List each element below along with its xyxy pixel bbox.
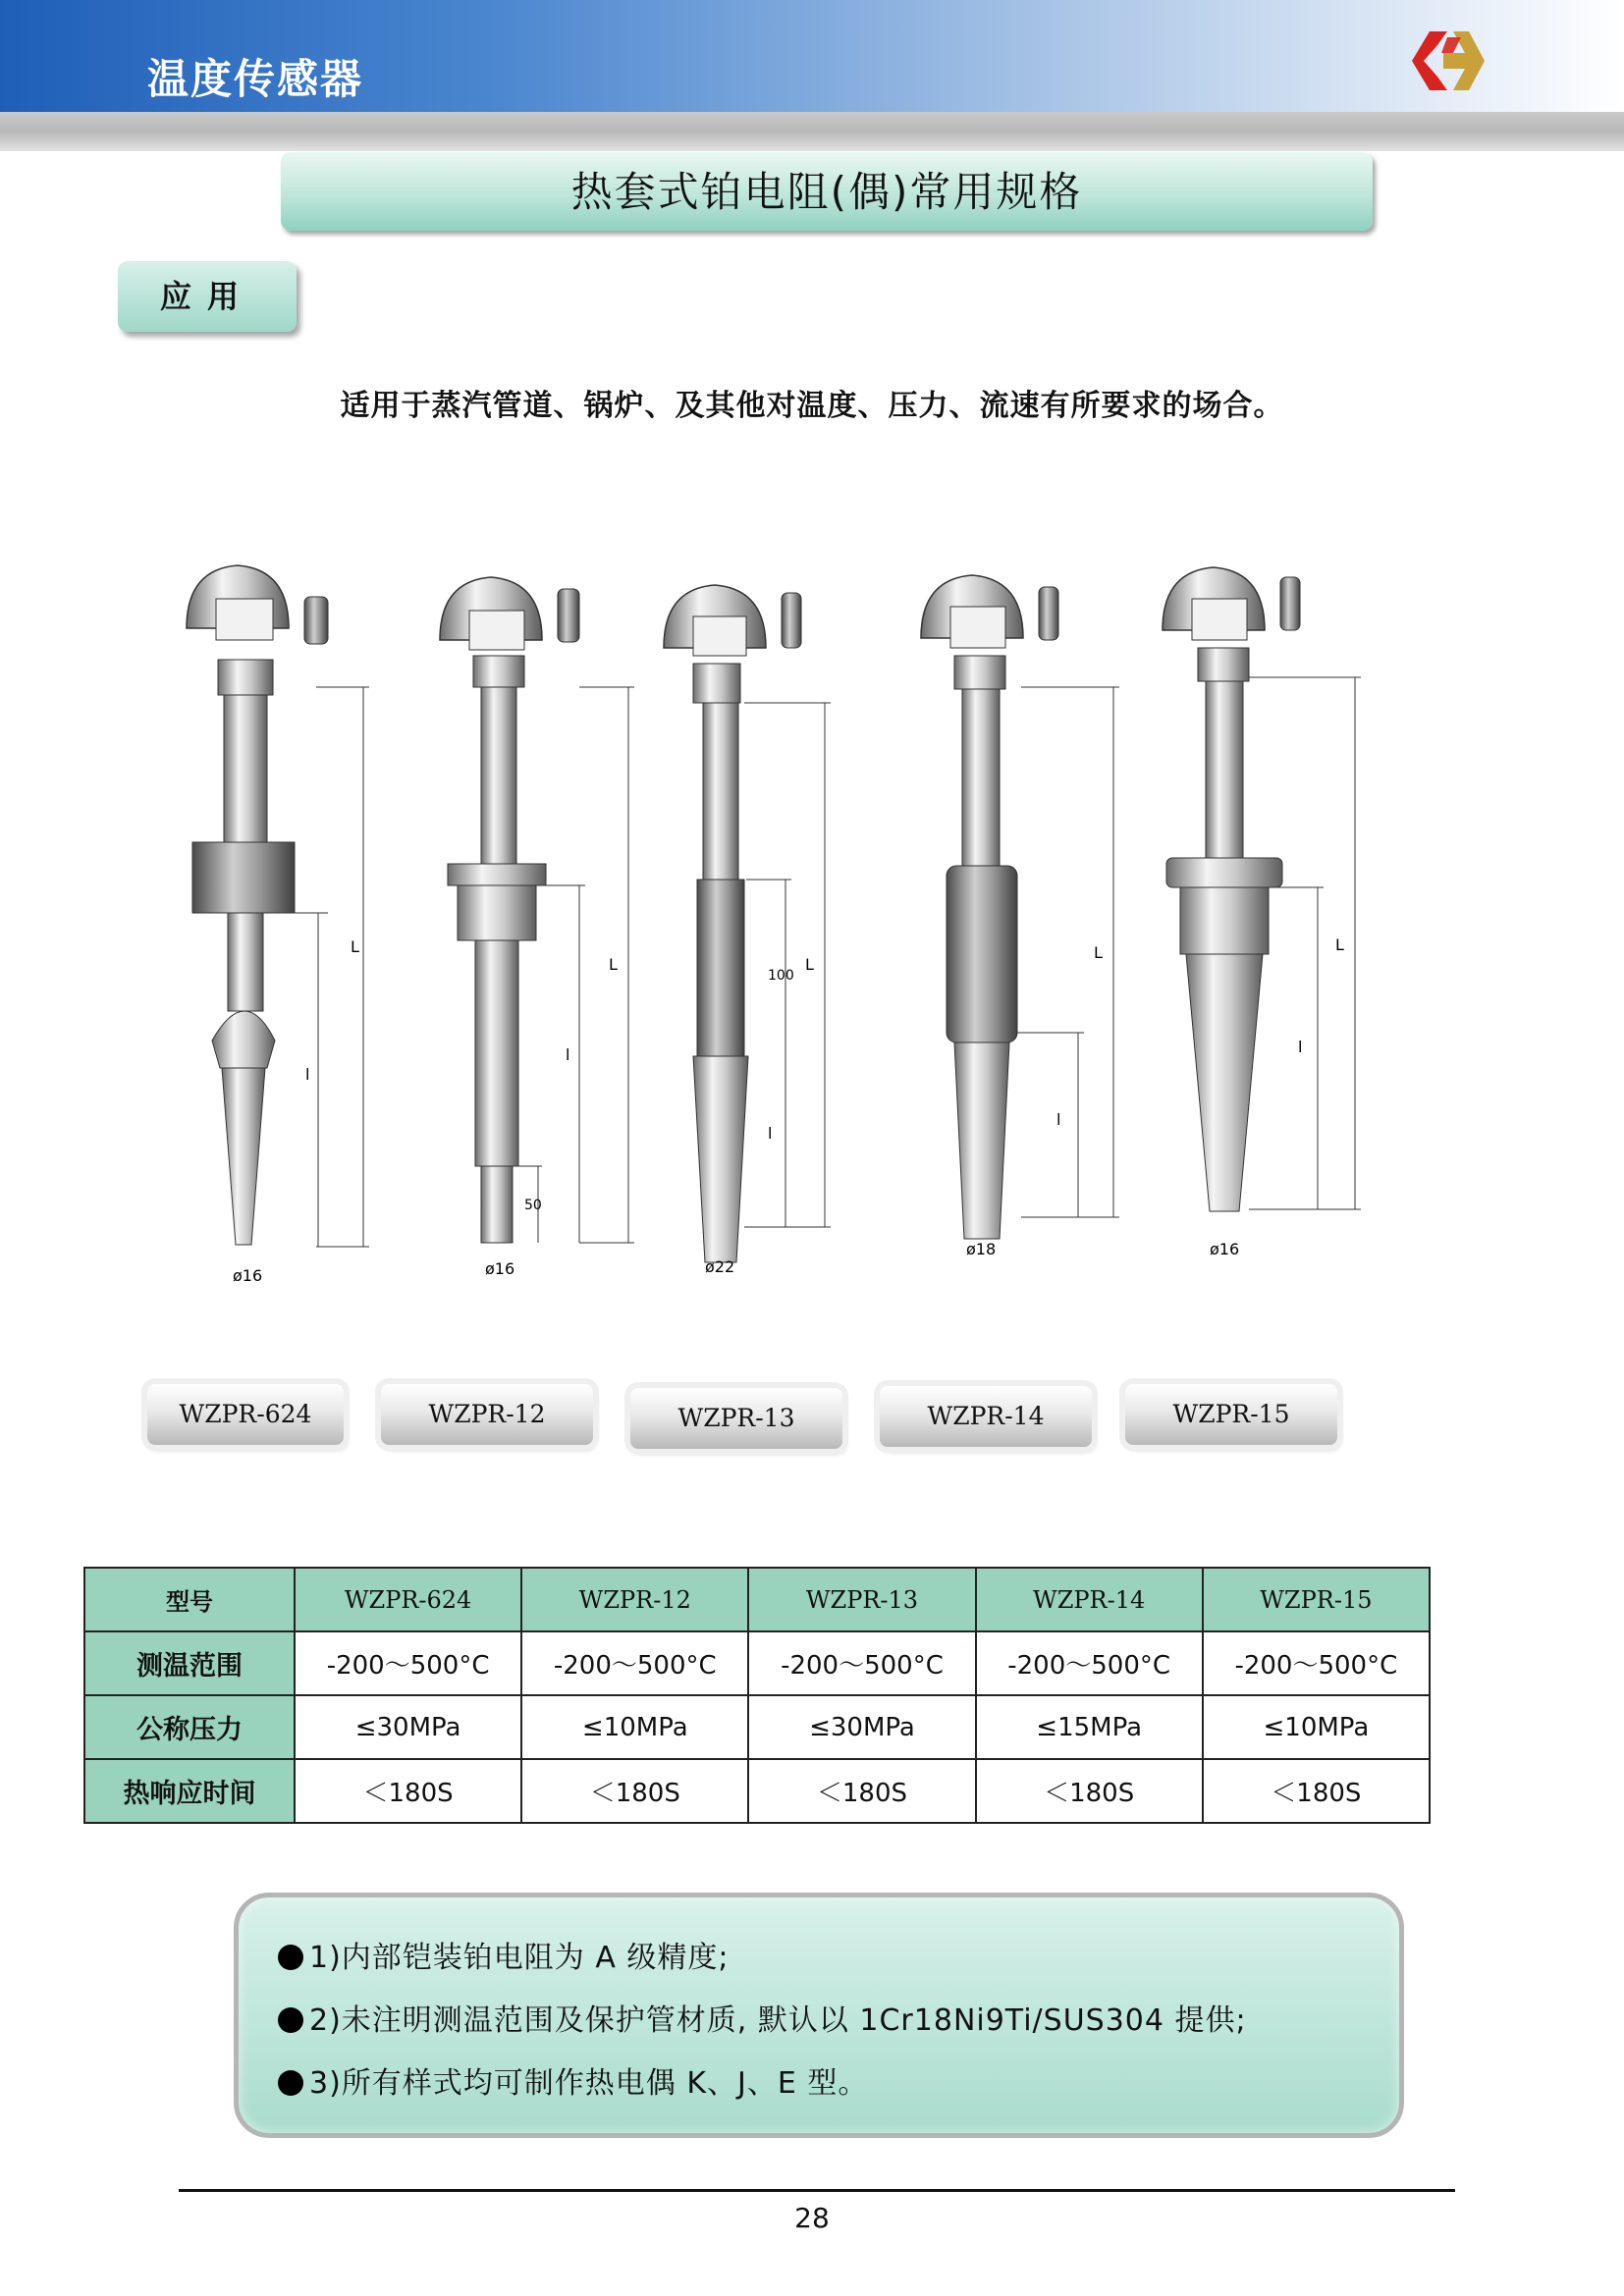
column-header: WZPR-13	[748, 1568, 975, 1631]
table-cell: -200～500°C	[748, 1631, 975, 1695]
row-header: 测温范围	[84, 1631, 295, 1695]
bullet-icon	[278, 2007, 303, 2033]
drawing-wzpr-14	[921, 575, 1119, 1258]
page-number: 28	[794, 2202, 830, 2234]
table-cell: ＜180S	[748, 1759, 975, 1823]
table-row	[84, 1759, 1430, 1823]
diameter-label: ø22	[705, 1257, 735, 1276]
drawing-wzpr-13	[664, 585, 831, 1276]
footer-divider	[179, 2189, 1455, 2192]
table-cell: ＜180S	[1203, 1759, 1430, 1823]
model-label: WZPR-12	[381, 1384, 593, 1445]
diameter-label: ø16	[233, 1266, 263, 1285]
table-cell: ≤15MPa	[976, 1695, 1203, 1759]
drawing-wzpr-12	[440, 577, 634, 1278]
row-header: 公称压力	[84, 1695, 295, 1759]
row-header: 热响应时间	[84, 1759, 295, 1823]
page-title: 热套式铂电阻(偶)常用规格	[281, 152, 1373, 231]
table-row	[84, 1568, 1430, 1631]
diameter-label: ø18	[966, 1240, 997, 1258]
table-cell: ≤10MPa	[521, 1695, 748, 1759]
drawing-wzpr-15	[1163, 567, 1361, 1258]
model-label: WZPR-624	[147, 1384, 344, 1445]
diameter-label: ø16	[1210, 1240, 1240, 1258]
table-cell: ＜180S	[521, 1759, 748, 1823]
table-cell: ≤10MPa	[1203, 1695, 1430, 1759]
table-cell: ≤30MPa	[295, 1695, 521, 1759]
dim-label: L	[805, 955, 814, 974]
dim-label: l	[566, 1045, 570, 1064]
table-cell: ＜180S	[295, 1759, 521, 1823]
section-title: 温度传感器	[147, 55, 364, 103]
column-header: WZPR-12	[521, 1568, 748, 1631]
model-label: WZPR-14	[880, 1386, 1092, 1447]
bullet-icon	[278, 1945, 303, 1970]
table-cell: ＜180S	[976, 1759, 1203, 1823]
dim-label: 50	[524, 1198, 542, 1213]
note-item	[278, 2058, 868, 2102]
dim-label: 100	[768, 968, 794, 984]
dim-label: l	[768, 1124, 773, 1143]
table-cell: ≤30MPa	[748, 1695, 975, 1759]
notes-box	[234, 1893, 1404, 2138]
dim-label: l	[1056, 1110, 1061, 1129]
dim-label: l	[305, 1065, 310, 1084]
dim-label: L	[351, 937, 359, 956]
spec-table	[83, 1567, 1431, 1824]
note-item	[278, 1933, 730, 1976]
column-header: WZPR-624	[295, 1568, 521, 1631]
drawing-wzpr-624	[187, 565, 369, 1285]
note-text: 3)所有样式均可制作热电偶 K、J、E 型。	[309, 2066, 869, 2101]
note-text: 2)未注明测温范围及保护管材质, 默认以 1Cr18Ni9Ti/SUS304 提供;	[309, 2003, 1247, 2038]
model-label: WZPR-15	[1125, 1384, 1337, 1445]
table-cell: -200～500°C	[521, 1631, 748, 1695]
dim-label: l	[1298, 1038, 1303, 1056]
column-header: WZPR-15	[1203, 1568, 1430, 1631]
application-text: 适用于蒸汽管道、锅炉、及其他对温度、压力、流速有所要求的场合。	[340, 389, 1284, 423]
application-label: 应用	[118, 261, 297, 332]
table-row	[84, 1695, 1430, 1759]
table-cell: -200～500°C	[295, 1631, 521, 1695]
bullet-icon	[278, 2070, 303, 2096]
dim-label: L	[1094, 943, 1103, 962]
row-header: 型号	[84, 1568, 295, 1631]
dim-label: L	[1335, 935, 1344, 954]
diameter-label: ø16	[485, 1259, 515, 1278]
model-label: WZPR-13	[630, 1388, 842, 1449]
column-header: WZPR-14	[976, 1568, 1203, 1631]
table-row	[84, 1631, 1430, 1695]
table-cell: -200～500°C	[1203, 1631, 1430, 1695]
table-cell: -200～500°C	[976, 1631, 1203, 1695]
dim-label: L	[609, 955, 618, 974]
note-item	[278, 1996, 1247, 2039]
note-text: 1)内部铠装铂电阻为 A 级精度;	[309, 1941, 730, 1975]
